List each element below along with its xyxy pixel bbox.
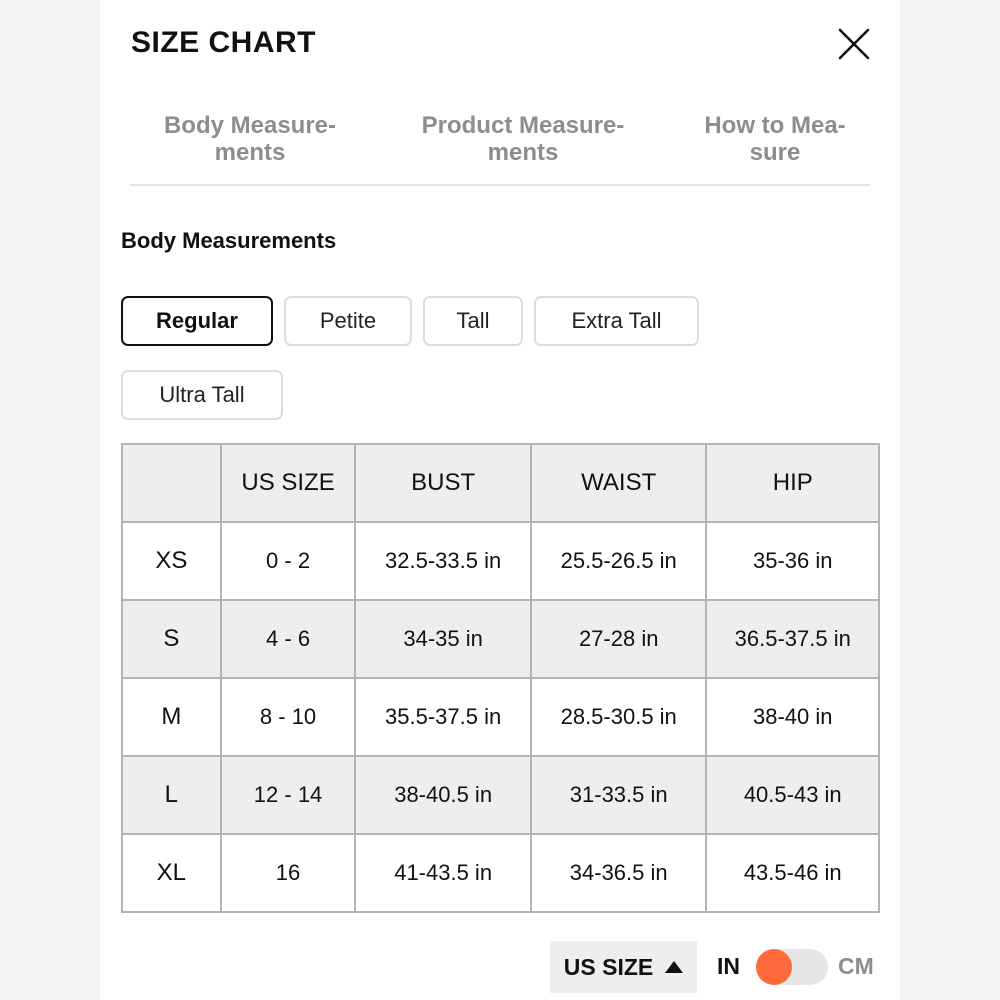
table-row (122, 678, 879, 756)
table-cell: 34-36.5 in (531, 834, 707, 912)
section-title: Body Measurements (121, 228, 337, 253)
tab-body-measurements[interactable] (150, 112, 350, 166)
tab-label-line-1: Product Measure- (421, 112, 625, 139)
table-cell: 8 - 10 (221, 678, 356, 756)
table-cell: L (122, 756, 221, 834)
table-cell: 43.5-46 in (706, 834, 879, 912)
unit-label-cm[interactable]: CM (838, 953, 874, 979)
table-cell: S (122, 600, 221, 678)
unit-toggle[interactable] (756, 949, 828, 985)
table-cell: 25.5-26.5 in (531, 522, 707, 600)
table-row (122, 756, 879, 834)
table-cell: XS (122, 522, 221, 600)
table-row (122, 522, 879, 600)
size-system-label: US SIZE (563, 953, 654, 980)
column-header (122, 444, 221, 522)
tab-label-line-1: How to Mea- (704, 112, 846, 139)
table-row (122, 834, 879, 912)
tab-product-measurements[interactable] (398, 112, 648, 166)
table-cell: 41-43.5 in (355, 834, 531, 912)
table-cell: 16 (221, 834, 356, 912)
fit-option-petite[interactable]: Petite (284, 296, 412, 346)
tab-label-line-2: ments (214, 139, 286, 166)
table-cell: 28.5-30.5 in (531, 678, 707, 756)
table-cell: 0 - 2 (221, 522, 356, 600)
fit-option-extra-tall[interactable]: Extra Tall (534, 296, 699, 346)
table-cell: 32.5-33.5 in (355, 522, 531, 600)
column-header: HIP (706, 444, 879, 522)
close-button[interactable] (836, 26, 872, 62)
modal-title: SIZE CHART (131, 26, 316, 59)
table-header-row (122, 444, 879, 522)
table-cell: 35.5-37.5 in (355, 678, 531, 756)
toggle-knob (756, 949, 792, 985)
table-cell: 38-40.5 in (355, 756, 531, 834)
caret-up-icon (665, 961, 683, 973)
size-table (121, 443, 880, 913)
table-cell: M (122, 678, 221, 756)
table-cell: 35-36 in (706, 522, 879, 600)
tab-label-line-2: sure (749, 139, 801, 166)
tab-how-to-measure[interactable] (685, 112, 865, 166)
tab-label-line-1: Body Measure- (163, 112, 337, 139)
table-cell: 12 - 14 (221, 756, 356, 834)
table-cell: XL (122, 834, 221, 912)
table-cell: 38-40 in (706, 678, 879, 756)
fit-option-regular[interactable]: Regular (121, 296, 273, 346)
table-cell: 34-35 in (355, 600, 531, 678)
table-cell: 40.5-43 in (706, 756, 879, 834)
fit-option-ultra-tall[interactable]: Ultra Tall (121, 370, 283, 420)
size-chart-modal (100, 0, 900, 1000)
tab-label-line-2: ments (487, 139, 559, 166)
table-row (122, 600, 879, 678)
close-icon (836, 26, 872, 62)
column-header: BUST (355, 444, 531, 522)
column-header: US SIZE (221, 444, 356, 522)
unit-label-in[interactable]: IN (717, 953, 740, 979)
column-header: WAIST (531, 444, 707, 522)
table-cell: 27-28 in (531, 600, 707, 678)
size-system-dropdown[interactable] (550, 941, 697, 993)
table-cell: 31-33.5 in (531, 756, 707, 834)
table-cell: 36.5-37.5 in (706, 600, 879, 678)
fit-option-tall[interactable]: Tall (423, 296, 523, 346)
tab-bar (130, 110, 870, 186)
table-cell: 4 - 6 (221, 600, 356, 678)
